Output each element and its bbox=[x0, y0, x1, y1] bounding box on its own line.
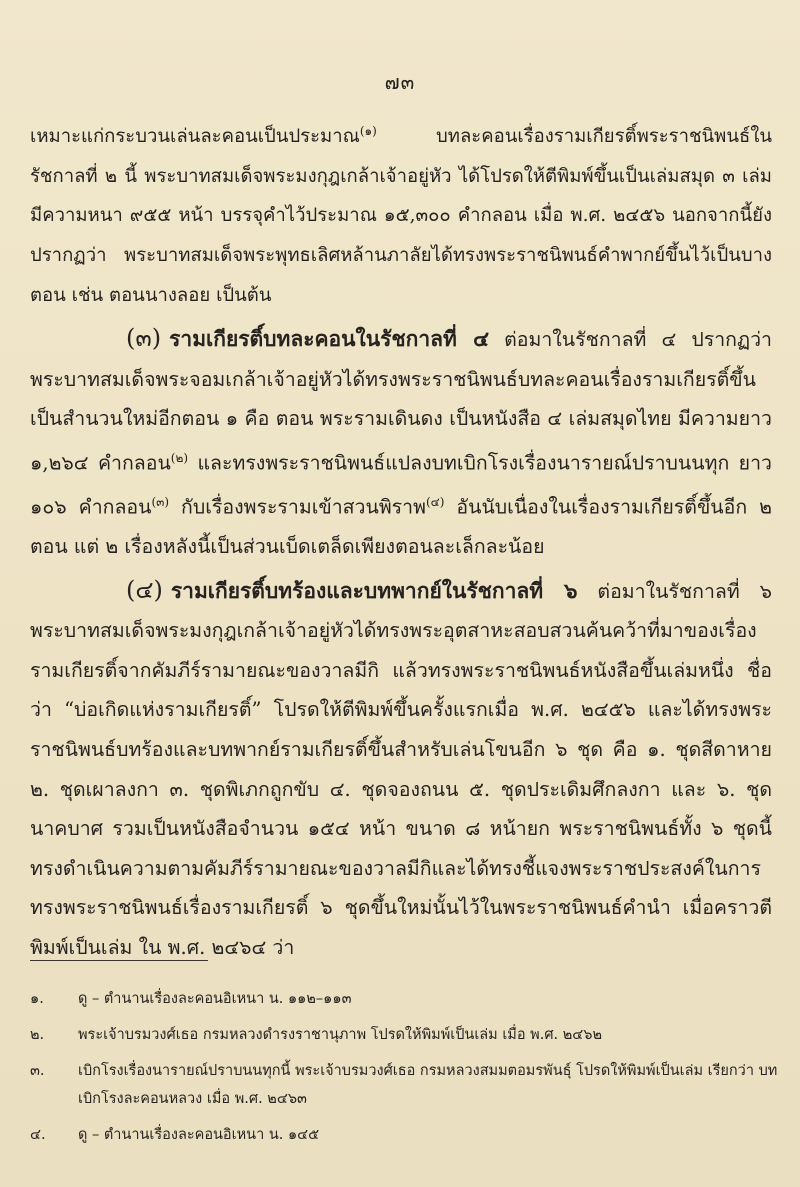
section-text: ต่อมาในรัชกาลที่ ๖ พระบาทสมเด็จพระมงกุฎเกล้าเจ้าอยู่หัวได้ทรงพระอุตสาหะสอบสวนค้นคว้าที่มาของเรื่องรามเกียรติ์จากคัมภีร์รามายณะของวาลมีกิ แล้วทรงพระราชนิพนธ์หนังสือขึ้นเล่มหนึ่ง ชื่อว่า “บ่อเกิดแห่งรามเกียรติ์” โปรดให้ตีพิมพ์ขึ้นครั้งแรกเมื่อ พ.ศ. ๒๔๕๖ และได้ทรงพระราชนิพนธ์บทร้องและบทพากย์รามเกียรติ์ขึ้นสำหรับเล่นโขนอีก ๖ ชุด คือ ๑. ชุดสีดาหาย ๒. ชุดเผาลงกา ๓. ชุดพิเภกถูกขับ ๔. ชุดจองถนน ๕. ชุดประเดิมศึกลงกา และ ๖. ชุดนาคบาศ รวมเป็นหนังสือจำนวน ๑๕๔ หน้า ขนาด ๘ หน้ายก พระราชนิพนธ์ทั้ง ๖ ชุดนี้ ทรงดำเนินความตามคัมภีร์รามายณะของวาลมีกิและได้ทรงชี้แจงพระราชประสงค์ในการทรงพระราชนิพนธ์เรื่องรามเกียรติ์ ๖ ชุดขึ้นใหม่นั้นไว้ในพระราชนิพนธ์คำนำ เมื่อคราวตีพิมพ์เป็นเล่ม ใน พ.ศ. ๒๔๖๔ ว่า bbox=[30, 579, 773, 960]
footnote-reference: (๒) bbox=[170, 450, 189, 465]
footnote-mark: ๓. bbox=[30, 1063, 45, 1079]
footnote-mark: ๑. bbox=[30, 991, 44, 1007]
footnote-item bbox=[30, 1057, 778, 1113]
section-number: (๔) bbox=[126, 575, 163, 604]
page-number: ๗๓ bbox=[384, 70, 416, 94]
body-text bbox=[30, 112, 772, 968]
footnote-reference: (๓) bbox=[151, 495, 170, 509]
section-number: (๓) bbox=[126, 324, 162, 353]
section-title: รามเกียรติ์บทละคอนในรัชกาลที่ ๔ bbox=[169, 326, 489, 352]
section-reign-4 bbox=[30, 319, 772, 567]
section-reign-6 bbox=[30, 571, 772, 968]
section-text: ต่อมาในรัชกาลที่ ๔ ปรากฏว่า พระบาทสมเด็จพระจอมเกล้าเจ้าอยู่หัวได้ทรงพระราชนิพนธ์บทละคอนเรื่องรามเกียรติ์ขึ้นเป็นสำนวนใหม่อีกตอน ๑ คือ ตอน พระรามเดินดง เป็นหนังสือ ๔ เล่มสมุดไทย มีความยาว ๑,๒๖๔ คำกลอน bbox=[30, 328, 772, 475]
footnote-mark: ๔. bbox=[30, 1127, 46, 1143]
footnote-item bbox=[30, 1121, 778, 1149]
footnote-item bbox=[30, 1021, 778, 1049]
footnote-reference: (๑) bbox=[359, 124, 377, 138]
footnote-divider bbox=[30, 960, 208, 961]
footnote-text: เบิกโรงเรื่องนารายณ์ปราบนนทุกนี้ พระเจ้าบรมวงศ์เธอ กรมหลวงสมมตอมรพันธุ์ โปรดให้พิมพ์เป็นเล่ม เรียกว่า บทเบิกโรงละคอนหลวง เมื่อ พ.ศ. ๒๔๖๓ bbox=[78, 1063, 778, 1107]
footnote-text: พระเจ้าบรมวงศ์เธอ กรมหลวงดำรงราชานุภาพ โปรดให้พิมพ์เป็นเล่ม เมื่อ พ.ศ. ๒๔๖๒ bbox=[78, 1027, 603, 1043]
footnote-item bbox=[30, 985, 778, 1013]
paragraph-text: บทละคอนเรื่องรามเกียรติ์พระราชนิพนธ์ในรัชกาลที่ ๒ นี้ พระบาทสมเด็จพระมงกุฎเกล้าเจ้าอยู่หัว ได้โปรดให้ตีพิมพ์ขึ้นเป็นเล่มสมุด ๓ เล่ม มีความหนา ๙๕๕ หน้า บรรจุคำไว้ประมาณ ๑๕,๓๐๐ คำกลอน เมื่อ พ.ศ. ๒๔๕๖ นอกจากนี้ยังปรากฏว่า พระบาทสมเด็จพระพุทธเลิศหล้านภาลัยได้ทรงพระราชนิพนธ์คำพากย์ขึ้นไว้เป็นบางตอน เช่น ตอนนางลอย เป็นต้น bbox=[30, 126, 772, 306]
section-title: รามเกียรติ์บทร้องและบทพากย์ในรัชกาลที่ ๖ bbox=[170, 577, 578, 603]
footnote-reference: (๔) bbox=[425, 495, 445, 509]
section-text: กับเรื่องพระรามเข้าสวนพิราพ bbox=[169, 495, 426, 519]
footnote-text: ดู – ตำนานเรื่องละคอนอิเหนา น. ๑๑๒–๑๑๓ bbox=[78, 991, 352, 1007]
section-text: อันนับเนื่องในเรื่องรามเกียรติ์ขึ้นอีก ๒ ตอน แต่ ๒ เรื่องหลังนี้เป็นส่วนเบ็ดเตล็ดเพียงตอนละเล็กละน้อย bbox=[30, 495, 772, 559]
footnote-mark: ๒. bbox=[30, 1027, 45, 1043]
paragraph-text: เหมาะแก่กระบวนเล่นละคอนเป็นประมาณ bbox=[30, 126, 360, 148]
footnote-text: ดู – ตำนานเรื่องละคอนอิเหนา น. ๑๔๕ bbox=[78, 1127, 320, 1143]
section-text: และทรงพระราชนิพนธ์แปลงบทเบิกโรงเรื่องนารายณ์ปราบนนทุก ยาว ๑๐๖ คำกลอน bbox=[30, 451, 772, 519]
footnotes bbox=[30, 985, 778, 1157]
paragraph-intro bbox=[30, 112, 772, 315]
